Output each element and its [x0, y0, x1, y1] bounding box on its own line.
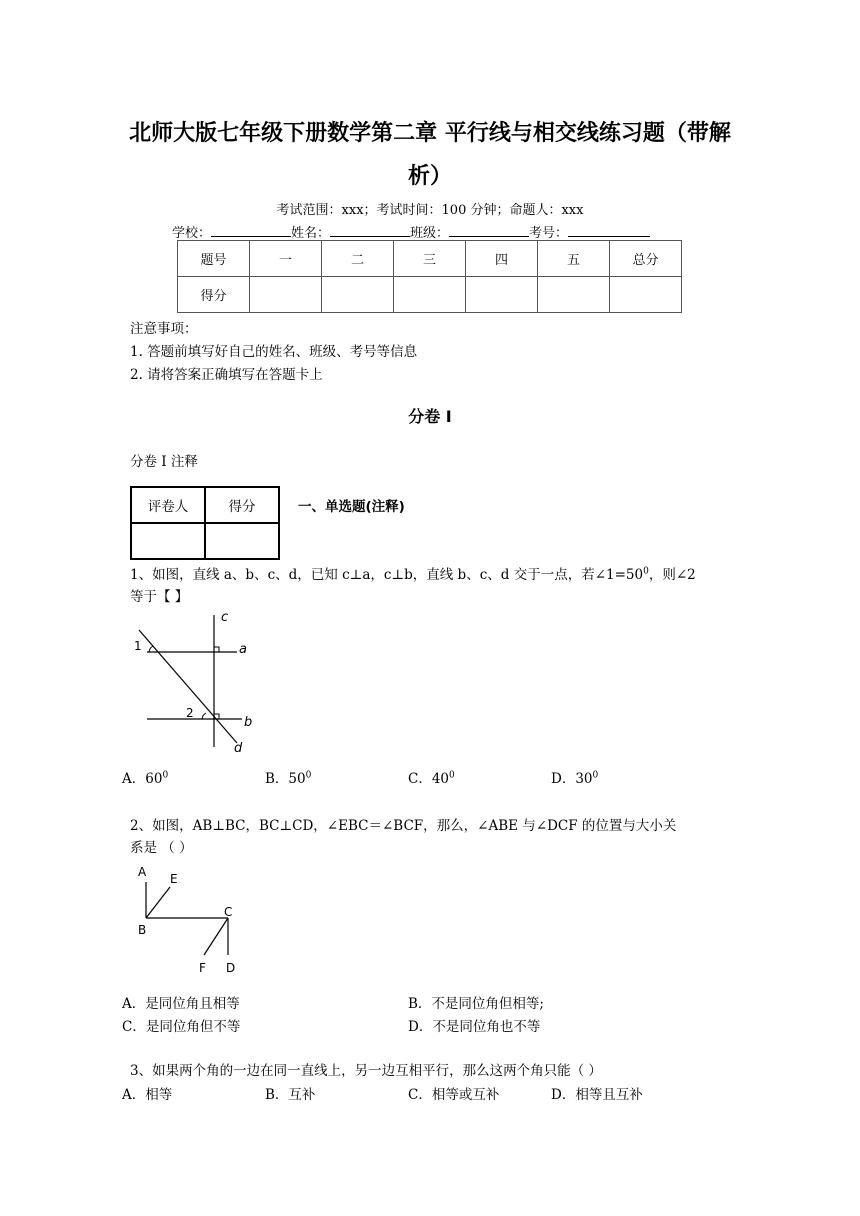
option-text: C．40 — [408, 771, 450, 787]
score-input-cell — [466, 277, 538, 313]
score-input-cell — [394, 277, 466, 313]
q2-option-b: B．不是同位角但相等; — [408, 996, 544, 1012]
section-title: 分卷 I — [408, 407, 452, 426]
score-cell: 四 — [466, 241, 538, 277]
label-c: c — [221, 610, 229, 625]
label-F: F — [199, 961, 206, 975]
document-title-line-1: 北师大版七年级下册数学第二章 平行线与相交线练习题（带解 — [129, 121, 731, 146]
exam-number-blank — [568, 224, 650, 237]
note-item: 2. 请将答案正确填写在答题卡上 — [130, 367, 323, 383]
label-E: E — [170, 872, 178, 886]
option-text: A．60 — [122, 771, 163, 787]
grader-header: 得分 — [205, 487, 279, 523]
question-3-stem: 3、如果两个角的一边在同一直线上，另一边互相平行，那么这两个角只能（ ） — [130, 1063, 602, 1079]
q1-option-d — [551, 767, 598, 787]
label-1: 1 — [134, 639, 142, 653]
segment-be — [146, 887, 170, 918]
label-B: B — [138, 923, 147, 937]
school-label: 学校： — [172, 226, 212, 241]
question-1-text: 1、如图，直线 a、b、c、d，已知 c⊥a，c⊥b，直线 b、c、d 交于一点，若∠1=50 — [130, 567, 644, 583]
exam-number-label: 考号： — [529, 226, 569, 241]
score-cell: 二 — [322, 241, 394, 277]
q1-option-a — [122, 767, 168, 787]
label-b: b — [244, 715, 253, 730]
question-2-stem: 2、如图，AB⊥BC，BC⊥CD，∠EBC＝∠BCF，那么，∠ABE 与∠DCF 的位置与大小关 — [130, 818, 677, 834]
question-1-stem-line-2: 等于【 】 — [130, 589, 189, 605]
question-2-stem-line-2: 系是 （ ） — [130, 840, 193, 856]
angle-2-arc — [202, 713, 206, 719]
right-angle-mark-a — [214, 647, 219, 652]
grader-table — [130, 486, 280, 560]
option-text: D．30 — [551, 771, 593, 787]
segment-cf — [204, 918, 228, 955]
grader-cell — [205, 523, 279, 559]
q2-option-c: C．是同位角但不等 — [122, 1019, 241, 1035]
score-cell: 三 — [394, 241, 466, 277]
question-1-text-tail: ，则∠2 — [648, 567, 696, 583]
q2-option-d: D．不是同位角也不等 — [408, 1019, 541, 1035]
grader-header: 评卷人 — [131, 487, 205, 523]
line-d — [139, 630, 237, 743]
note-item: 1. 答题前填写好自己的姓名、班级、考号等信息 — [130, 344, 418, 360]
q1-option-b — [265, 767, 311, 787]
angle-1-arc — [149, 646, 153, 652]
notes-heading: 注意事项： — [130, 321, 198, 337]
score-cell: 一 — [250, 241, 322, 277]
score-cell: 题号 — [178, 241, 250, 277]
score-input-cell — [322, 277, 394, 313]
label-D: D — [226, 961, 236, 975]
degree-superscript: 0 — [592, 770, 599, 781]
label-a: a — [239, 642, 247, 657]
student-info-fields — [172, 222, 650, 241]
name-blank — [330, 224, 410, 237]
score-table-header-row — [178, 241, 682, 277]
name-label: 姓名： — [291, 226, 331, 241]
degree-superscript: 0 — [305, 770, 312, 781]
q3-option-a: A．相等 — [122, 1087, 173, 1103]
degree-superscript: 0 — [449, 770, 455, 781]
school-blank — [211, 224, 291, 237]
label-d: d — [234, 741, 243, 756]
q3-option-d: D．相等且互补 — [551, 1087, 643, 1103]
score-input-cell — [538, 277, 610, 313]
part-title: 一、单选题(注释) — [298, 499, 405, 515]
class-blank — [449, 224, 529, 237]
option-text: B．50 — [265, 771, 306, 787]
q3-option-c: C．相等或互补 — [408, 1087, 500, 1103]
degree-superscript: 0 — [643, 566, 649, 577]
section-note: 分卷 I 注释 — [130, 454, 198, 470]
score-input-cell — [250, 277, 322, 313]
question-2-figure — [132, 860, 247, 980]
question-1-figure — [125, 605, 260, 760]
label-A: A — [138, 865, 147, 879]
class-label: 班级： — [410, 226, 450, 241]
document-title-line-2: 析） — [407, 164, 452, 189]
label-2: 2 — [186, 706, 194, 720]
q1-option-c — [408, 767, 455, 787]
label-C: C — [224, 905, 233, 919]
q2-option-a: A．是同位角且相等 — [122, 996, 240, 1012]
score-table — [177, 240, 682, 313]
question-1-stem — [130, 563, 696, 583]
score-cell: 五 — [538, 241, 610, 277]
score-input-cell — [610, 277, 682, 313]
degree-superscript: 0 — [162, 770, 169, 781]
score-table-score-row — [178, 277, 682, 313]
q3-option-b: B．互补 — [265, 1087, 316, 1103]
exam-info: 考试范围：xxx；考试时间：100 分钟；命题人：xxx — [276, 203, 584, 218]
score-cell: 得分 — [178, 277, 250, 313]
grader-cell — [131, 523, 205, 559]
score-cell: 总分 — [610, 241, 682, 277]
